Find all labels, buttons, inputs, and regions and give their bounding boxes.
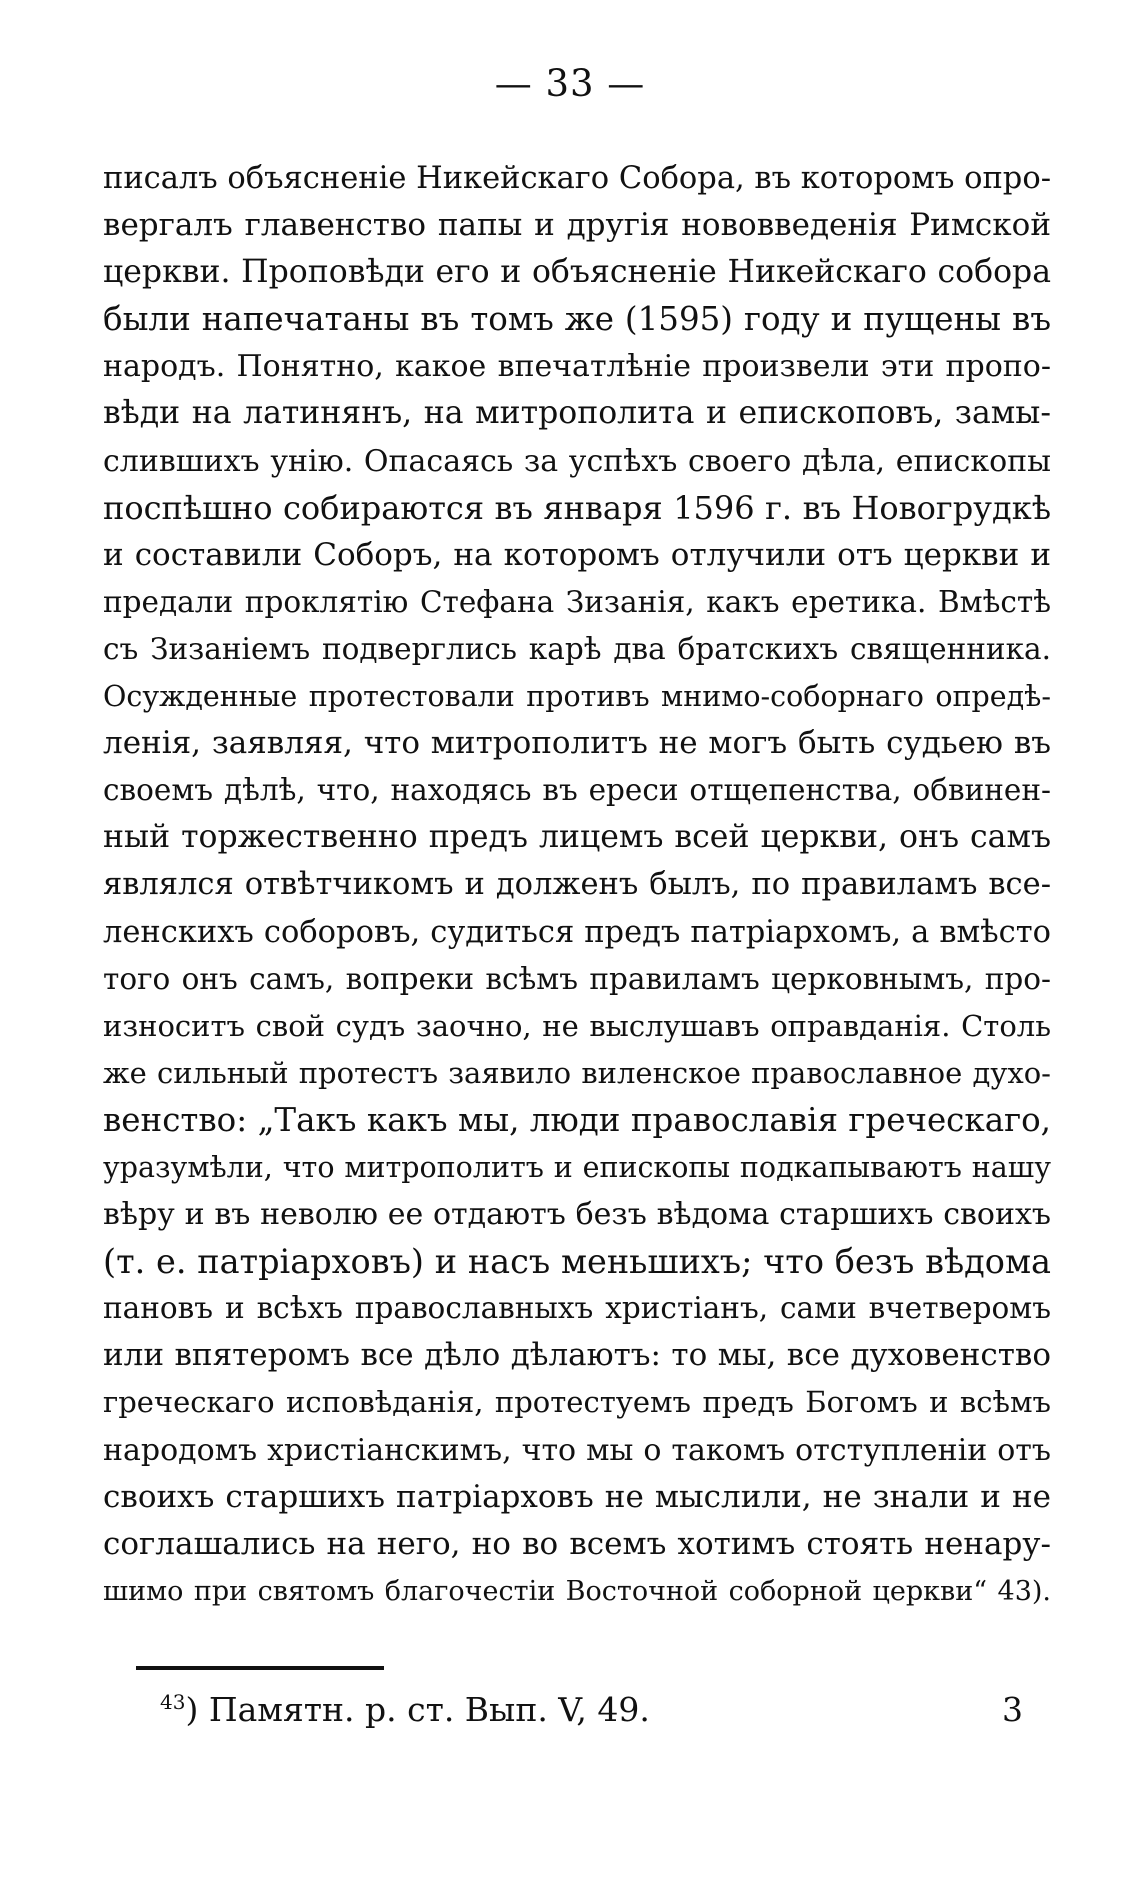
text-line: и составили Соборъ, на которомъ отлучили отъ церкви и bbox=[103, 536, 1051, 573]
text-line: шимо при святомъ благочестіи Восточной соборной церкви“ 43). bbox=[103, 1575, 1051, 1607]
text-line: являлся отвѣтчикомъ и долженъ былъ, по правиламъ все- bbox=[103, 867, 1051, 903]
footnote-divider bbox=[136, 1666, 384, 1670]
footnote-marker: 43 bbox=[160, 1690, 186, 1714]
printer-signature-mark: 3 bbox=[1002, 1690, 1023, 1729]
text-line: народомъ христіанскимъ, что мы о такомъ отступленіи отъ bbox=[103, 1432, 1051, 1468]
text-line: же сильный протестъ заявило виленское православное духо- bbox=[103, 1055, 1051, 1090]
text-line: пановъ и всѣхъ православныхъ христіанъ, сами вчетверомъ bbox=[103, 1291, 1051, 1326]
text-line: или впятеромъ все дѣло дѣлаютъ: то мы, все духовенство bbox=[103, 1337, 1051, 1374]
text-line: ный торжественно предъ лицемъ всей церкви, онъ самъ bbox=[103, 819, 1051, 856]
text-line: своихъ старшихъ патріарховъ не мыслили, не знали и не bbox=[103, 1478, 1051, 1515]
text-line: своемъ дѣлѣ, что, находясь въ ереси отщепенства, обвинен- bbox=[103, 773, 1051, 808]
text-line: народъ. Понятно, какое впечатлѣніе произвели эти пропо- bbox=[103, 349, 1051, 385]
text-line: (т. е. патріарховъ) и насъ меньшихъ; что безъ вѣдома bbox=[103, 1242, 1051, 1282]
text-line: церкви. Проповѣди его и объясненіе Никейскаго собора bbox=[103, 254, 1051, 291]
text-line: съ Зизаніемъ подверглись карѣ два братскихъ священника. bbox=[103, 631, 1051, 666]
text-line: вергалъ главенство папы и другія нововведенія Римской bbox=[103, 207, 1051, 244]
text-line: были напечатаны въ томъ же (1595) году и пущены въ bbox=[103, 300, 1051, 339]
footnote-text: ) Памятн. р. ст. Вып. V, 49. bbox=[185, 1690, 650, 1729]
text-line: Осужденные протестовали противъ мнимо-соборнаго опредѣ- bbox=[103, 680, 1051, 714]
page-number: — 33 — bbox=[494, 62, 646, 105]
text-line: вѣру и въ неволю ее отдаютъ безъ вѣдома старшихъ своихъ bbox=[103, 1197, 1051, 1233]
text-line: поспѣшно собираются въ января 1596 г. въ Новогрудкѣ bbox=[103, 488, 1051, 527]
text-line: соглашались на него, но во всемъ хотимъ стоять ненару- bbox=[103, 1525, 1051, 1562]
text-line: предали проклятію Стефана Зизанія, какъ еретика. Вмѣстѣ bbox=[103, 584, 1051, 619]
text-line: ленія, заявляя, что митрополитъ не могъ быть судьею въ bbox=[103, 725, 1051, 762]
text-line: писалъ объясненіе Никейскаго Собора, въ которомъ опро- bbox=[103, 161, 1051, 196]
text-line: уразумѣли, что митрополитъ и епископы подкапываютъ нашу bbox=[103, 1150, 1051, 1184]
text-line: ленскихъ соборовъ, судиться предъ патріархомъ, а вмѣсто bbox=[103, 914, 1051, 950]
text-line: слившихъ унію. Опасаясь за успѣхъ своего дѣла, епископы bbox=[103, 443, 1051, 479]
text-line: венство: „Такъ какъ мы, люди православія греческаго, bbox=[103, 1100, 1051, 1139]
text-line: греческаго исповѣданія, протестуемъ предъ Богомъ и всѣмъ bbox=[103, 1385, 1051, 1420]
body-text bbox=[103, 155, 1051, 1615]
text-line: того онъ самъ, вопреки всѣмъ правиламъ церковнымъ, про- bbox=[103, 961, 1051, 996]
text-line: износитъ свой судъ заочно, не выслушавъ оправданія. Столь bbox=[103, 1008, 1051, 1043]
text-line: вѣди на латинянъ, на митрополита и епископовъ, замы- bbox=[103, 395, 1051, 432]
footnote bbox=[160, 1690, 650, 1729]
